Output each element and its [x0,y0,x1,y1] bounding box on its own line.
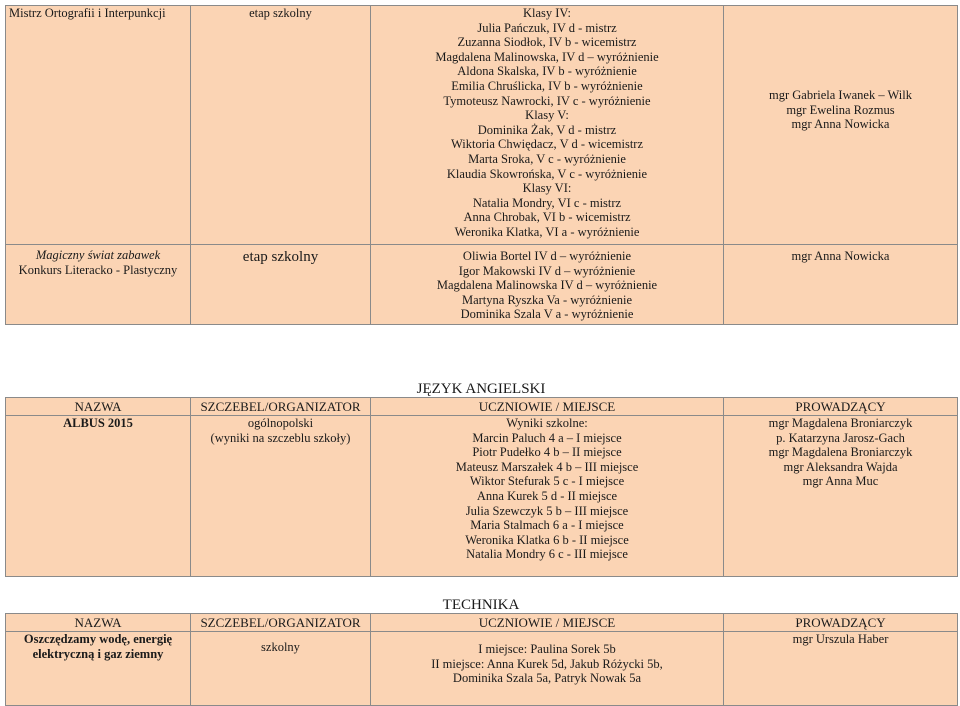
level-cell [191,6,371,245]
competition-level: ogólnopolski [247,416,314,430]
list-item: Wiktoria Chwiędacz, V d - wicemistrz [450,137,644,152]
teacher-name: mgr Magdalena Broniarczyk [768,416,913,430]
list-item: Klasy VI: [522,181,572,196]
list-item: Emilia Chruślicka, IV b - wyróżnienie [451,78,643,93]
header-students: UCZNIOWIE / MIEJSCE [371,398,724,416]
list-item: Dominika Szala 5a, Patryk Nowak 5a [452,671,642,686]
list-item: Wiktor Stefurak 5 c - I miejsce [469,474,625,489]
list-item: II miejsce: Anna Kurek 5d, Jakub Różycki 5b, [431,656,663,671]
list-item: Oliwia Bortel IV d – wyróżnienie [462,249,632,263]
list-item: Dominika Szala V a - wyróżnienie [460,307,634,322]
list-item: Julia Pańczuk, IV d - mistrz [477,20,617,35]
list-item: Julia Szewczyk 5 b – III miejsce [465,503,629,518]
teacher-name: mgr Anna Muc [802,474,879,489]
list-item: Tymoteusz Nawrocki, IV c - wyróżnienie [443,93,651,108]
table-header-row [6,614,958,632]
table-row [6,632,958,706]
header-level: SZCZEBEL/ORGANIZATOR [191,398,371,416]
table-row [6,245,958,325]
list-item: Igor Makowski IV d – wyróżnienie [458,263,636,278]
section-title-technika: TECHNIKA [442,597,520,613]
teacher-name: mgr Urszula Haber [792,632,889,646]
header-teacher: PROWADZĄCY [724,614,958,632]
teachers-cell [724,416,958,577]
header-teacher: PROWADZĄCY [724,398,958,416]
students-cell [371,245,724,325]
english-table [5,397,958,577]
competition-name: Mistrz Ortografii i Interpunkcji [9,6,166,20]
polish-competitions-table [5,5,958,325]
list-item: Marta Sroka, V c - wyróżnienie [468,151,626,166]
list-item: I miejsce: Paulina Sorek 5b [478,642,616,656]
teacher-name: mgr Anna Nowicka [791,117,890,132]
header-name: NAZWA [6,614,191,632]
teacher-name: mgr Ewelina Rozmus [786,102,895,117]
list-item: Aldona Skalska, IV b - wyróżnienie [457,64,637,79]
teachers-cell [724,245,958,325]
teacher-name: mgr Anna Nowicka [791,249,890,263]
list-item: Martyna Ryszka Va - wyróżnienie [461,292,633,307]
list-item: Klasy V: [525,108,569,123]
list-item: Magdalena Malinowska, IV d – wyróżnienie [435,49,659,64]
level-cell [191,245,371,325]
teacher-name: p. Katarzyna Jarosz-Gach [776,430,905,445]
students-cell [371,632,724,706]
list-item: Piotr Pudełko 4 b – II miejsce [472,445,622,460]
header-name: NAZWA [6,398,191,416]
list-item: Mateusz Marszałek 4 b – III miejsce [455,459,639,474]
list-item: Anna Kurek 5 d - II miejsce [476,488,618,503]
list-item: Dominika Żak, V d - mistrz [477,122,617,137]
list-item: Magdalena Malinowska IV d – wyróżnienie [436,278,658,293]
level-cell [191,632,371,706]
teachers-cell [724,6,958,245]
competition-subtitle: Konkurs Literacko - Plastyczny [18,262,178,277]
competition-level: etap szkolny [249,6,312,20]
teacher-name: mgr Magdalena Broniarczyk [768,445,913,460]
competition-name-cell [6,416,191,577]
list-item: Marcin Paluch 4 a – I miejsce [472,430,622,445]
students-cell [371,6,724,245]
competition-name: Magiczny świat zabawek [35,248,161,262]
technika-table [5,613,958,706]
list-item: Maria Stalmach 6 a - I miejsce [470,518,624,533]
list-item: Weronika Klatka 6 b - II miejsce [465,532,629,547]
list-item: Wyniki szkolne: [506,416,588,430]
list-item: Zuzanna Siodłok, IV b - wicemistrz [457,35,637,50]
table-header-row [6,398,958,416]
list-item: Anna Chrobak, VI b - wicemistrz [463,210,631,225]
list-item: Natalia Mondry, VI c - mistrz [472,195,622,210]
list-item: Klasy IV: [522,6,572,20]
list-item: Weronika Klatka, VI a - wyróżnienie [454,224,640,239]
competition-name: Oszczędzamy wodę, energię [23,632,173,646]
level-cell [191,416,371,577]
list-item: Natalia Mondry 6 c - III miejsce [466,547,628,562]
teachers-cell [724,632,958,706]
teacher-name: mgr Gabriela Iwanek – Wilk [769,88,912,103]
competition-name: ALBUS 2015 [63,416,133,430]
competition-level: szkolny [261,640,300,654]
list-item: Klaudia Skowrońska, V c - wyróżnienie [446,166,648,181]
competition-name-cell [6,632,191,706]
teacher-name: mgr Aleksandra Wajda [783,459,898,474]
students-cell [371,416,724,577]
header-students: UCZNIOWIE / MIEJSCE [371,614,724,632]
header-level: SZCZEBEL/ORGANIZATOR [191,614,371,632]
competition-name-cell [6,245,191,325]
competition-name-line2: elektryczną i gaz ziemny [32,646,164,661]
section-title-english: JĘZYK ANGIELSKI [416,381,546,397]
table-row [6,6,958,245]
competition-name-cell [6,6,191,245]
competition-level: etap szkolny [242,249,319,265]
competition-level-note: (wyniki na szczeblu szkoły) [210,430,351,445]
table-row [6,416,958,577]
